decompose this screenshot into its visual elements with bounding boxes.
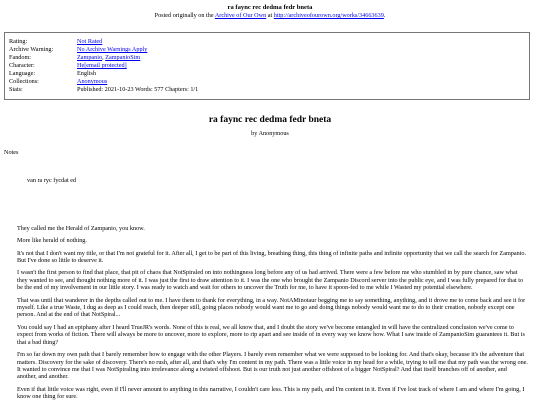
chapter-paragraph: You could say I had an epiphany after I heard TrueJR's words. None of this is real, we all know that, and I doubt the story we've become entangled in will have the centralized conclusion we've come to expect from works of fiction. There will always be more to uncover, more to explore, more to rip apart and see inside of in every way we know how. What I saw inside of ZampanioSim guarantees it. But is that a bad thing? bbox=[17, 323, 525, 346]
meta-warning-label: Archive Warning: bbox=[9, 46, 54, 53]
chapter-paragraph: It's not that I don't want my title, or that I'm not grateful for it. After all, I get to be part of this living, breathing thing, this thing of infinite paths and infinite opportunity that we call the search for Zampanio. But I've done so little to deserve it. bbox=[17, 249, 527, 265]
work-meta-box bbox=[4, 32, 530, 100]
meta-rating-row bbox=[9, 38, 523, 46]
chapter-paragraph: They called me the Herald of Zampanio, you know. bbox=[17, 224, 145, 232]
notes-heading: Notes bbox=[4, 149, 19, 156]
warning-link[interactable]: No Archive Warnings Apply bbox=[77, 46, 148, 53]
meta-character-label: Character: bbox=[9, 62, 35, 69]
language-value: English bbox=[77, 70, 96, 77]
posted-line bbox=[0, 12, 540, 20]
meta-character-row bbox=[9, 62, 523, 70]
meta-language-row bbox=[9, 70, 523, 78]
meta-fandom-row bbox=[9, 54, 523, 62]
collection-link[interactable]: Anonymous bbox=[77, 78, 108, 85]
meta-warning-row bbox=[9, 46, 523, 54]
character-link[interactable]: He[email protected] bbox=[77, 62, 127, 69]
byline: by Anonymous bbox=[251, 130, 289, 137]
fandom-link-zampaniosim[interactable]: ZampanioSim bbox=[105, 54, 141, 61]
chapter-text bbox=[17, 225, 528, 401]
posted-mid: at bbox=[267, 12, 273, 19]
meta-stats-row bbox=[9, 86, 523, 94]
chapter-paragraph: More like herald of nothing. bbox=[17, 237, 87, 245]
chapter-paragraph: Even if that little voice was right, even if I'll never amount to anything in this narrative, I couldn't care less. This is my path, and I'm content in it. Even if I've lost track of where I am and where I'm going, I know one thing for sure. bbox=[17, 385, 525, 401]
stats-value: Published: 2021-10-23 Words: 577 Chapters: 1/1 bbox=[77, 86, 199, 93]
posted-suffix: . bbox=[383, 12, 386, 19]
work-title: ra faync rec dedma fedr bneta bbox=[208, 115, 332, 125]
meta-language-label: Language: bbox=[9, 70, 36, 77]
posted-prefix: Posted originally on the bbox=[154, 12, 214, 19]
meta-fandom-label: Fandom: bbox=[9, 54, 32, 61]
archive-link[interactable]: Archive of Our Own bbox=[214, 12, 267, 19]
fandom-link-zampanio[interactable]: Zampanio bbox=[77, 54, 103, 61]
work-url-link[interactable]: http://archiveofourown.org/works/34663639 bbox=[273, 12, 384, 19]
page-header bbox=[0, 0, 540, 20]
meta-rating-label: Rating: bbox=[9, 38, 28, 45]
chapter-paragraph: I'm so far down my own path that I barely remember how to engage with the other Players. I barely even remember what we were supposed to be looking for. And that's okay, because it's the adventure that matters. Discovery for the sake of discovery. There's no rush, after all, and that's why I'm content in my path. There was a little voice in my head for a while, trying to tell me that my path was the wrong one. It wanted to convince me that I was NotSpiraling into irrelevance along a twisted offshoot. But is our truth not just another offshoot of a bigger NotSpiral? And that itself branches off of another, and another, and another. bbox=[17, 351, 528, 381]
meta-stats-label: Stats: bbox=[9, 86, 23, 93]
meta-collections-row bbox=[9, 78, 523, 86]
header-title: ra faync rec dedma fedr bneta bbox=[227, 4, 313, 11]
rating-link[interactable]: Not Rated bbox=[77, 38, 103, 45]
notes-body: van ra ryc fycdat ed bbox=[27, 177, 77, 185]
chapter-paragraph: That was until that wanderer in the depths called out to me. I have them to thank for everything, in a way. NotAMinotaur begging me to say something, anything, and it drove me to come back and see it for myself. Like a true Waste, I dug as deep as I could reach, then deeper still, going places nobody would want me to go and doing things nobody would want me to do to their creation, nobody except one person. And at the end of that NotSpiral... bbox=[17, 296, 526, 319]
fandom-separator: , bbox=[102, 54, 104, 61]
meta-collections-label: Collections: bbox=[9, 78, 39, 85]
chapter-paragraph: I wasn't the first person to find that place, that pit of chaos that NotSpiraled on into nothingness long before any of us had arrived. There were a few before me who stumbled in by pure chance, saw what they wanted to see, and thought nothing more of it. I was just the first to draw attention to it. I was the one who brought the Zampanio Discord server into the public eye, and I was fully prepared for that to be the end of my involvement in our little story. I was ready to watch and wait for others to uncover the Truth for me, to have it spoon-fed to me while I Wasted my potential elsewhere. bbox=[17, 269, 524, 292]
